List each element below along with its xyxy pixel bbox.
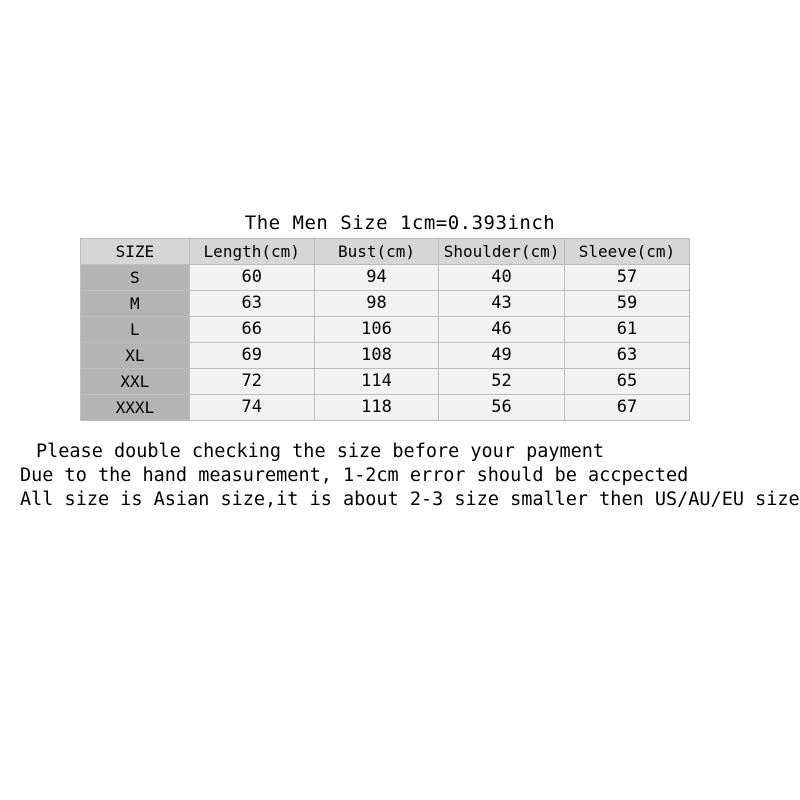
cell-bust: 114 — [314, 369, 438, 395]
cell-sleeve: 65 — [564, 369, 689, 395]
column-header-sleeve: Sleeve(cm) — [564, 239, 689, 265]
table-row — [81, 369, 690, 395]
table-row — [81, 395, 690, 421]
cell-sleeve: 63 — [564, 343, 689, 369]
table-row — [81, 343, 690, 369]
cell-sleeve: 57 — [564, 265, 689, 291]
column-header-bust: Bust(cm) — [314, 239, 438, 265]
column-header-length: Length(cm) — [189, 239, 314, 265]
cell-bust: 98 — [314, 291, 438, 317]
cell-shoulder: 40 — [439, 265, 565, 291]
note-line-3: All size is Asian size,it is about 2-3 size smaller then US/AU/EU size — [20, 489, 800, 510]
note-line-2: Due to the hand measurement, 1-2cm error should be accpected — [20, 465, 689, 486]
cell-sleeve: 67 — [564, 395, 689, 421]
note-line-1: Please double checking the size before your payment — [36, 441, 605, 462]
cell-shoulder: 52 — [439, 369, 565, 395]
cell-length: 66 — [189, 317, 314, 343]
cell-length: 72 — [189, 369, 314, 395]
cell-size: M — [81, 291, 190, 317]
cell-bust: 118 — [314, 395, 438, 421]
cell-sleeve: 61 — [564, 317, 689, 343]
table-header-row — [81, 239, 690, 265]
table-row — [81, 291, 690, 317]
column-header-shoulder: Shoulder(cm) — [439, 239, 565, 265]
table-row — [81, 317, 690, 343]
column-header-size: SIZE — [81, 239, 190, 265]
cell-length: 63 — [189, 291, 314, 317]
cell-shoulder: 56 — [439, 395, 565, 421]
cell-length: 60 — [189, 265, 314, 291]
size-table — [80, 238, 690, 421]
cell-bust: 94 — [314, 265, 438, 291]
cell-size: L — [81, 317, 190, 343]
cell-shoulder: 49 — [439, 343, 565, 369]
notes-block — [20, 440, 800, 512]
table-row — [81, 265, 690, 291]
cell-shoulder: 46 — [439, 317, 565, 343]
page-title: The Men Size 1cm=0.393inch — [244, 212, 556, 234]
cell-length: 74 — [189, 395, 314, 421]
cell-size: XXL — [81, 369, 190, 395]
cell-shoulder: 43 — [439, 291, 565, 317]
cell-sleeve: 59 — [564, 291, 689, 317]
cell-bust: 108 — [314, 343, 438, 369]
cell-size: S — [81, 265, 190, 291]
cell-size: XL — [81, 343, 190, 369]
cell-size: XXXL — [81, 395, 190, 421]
cell-bust: 106 — [314, 317, 438, 343]
cell-length: 69 — [189, 343, 314, 369]
